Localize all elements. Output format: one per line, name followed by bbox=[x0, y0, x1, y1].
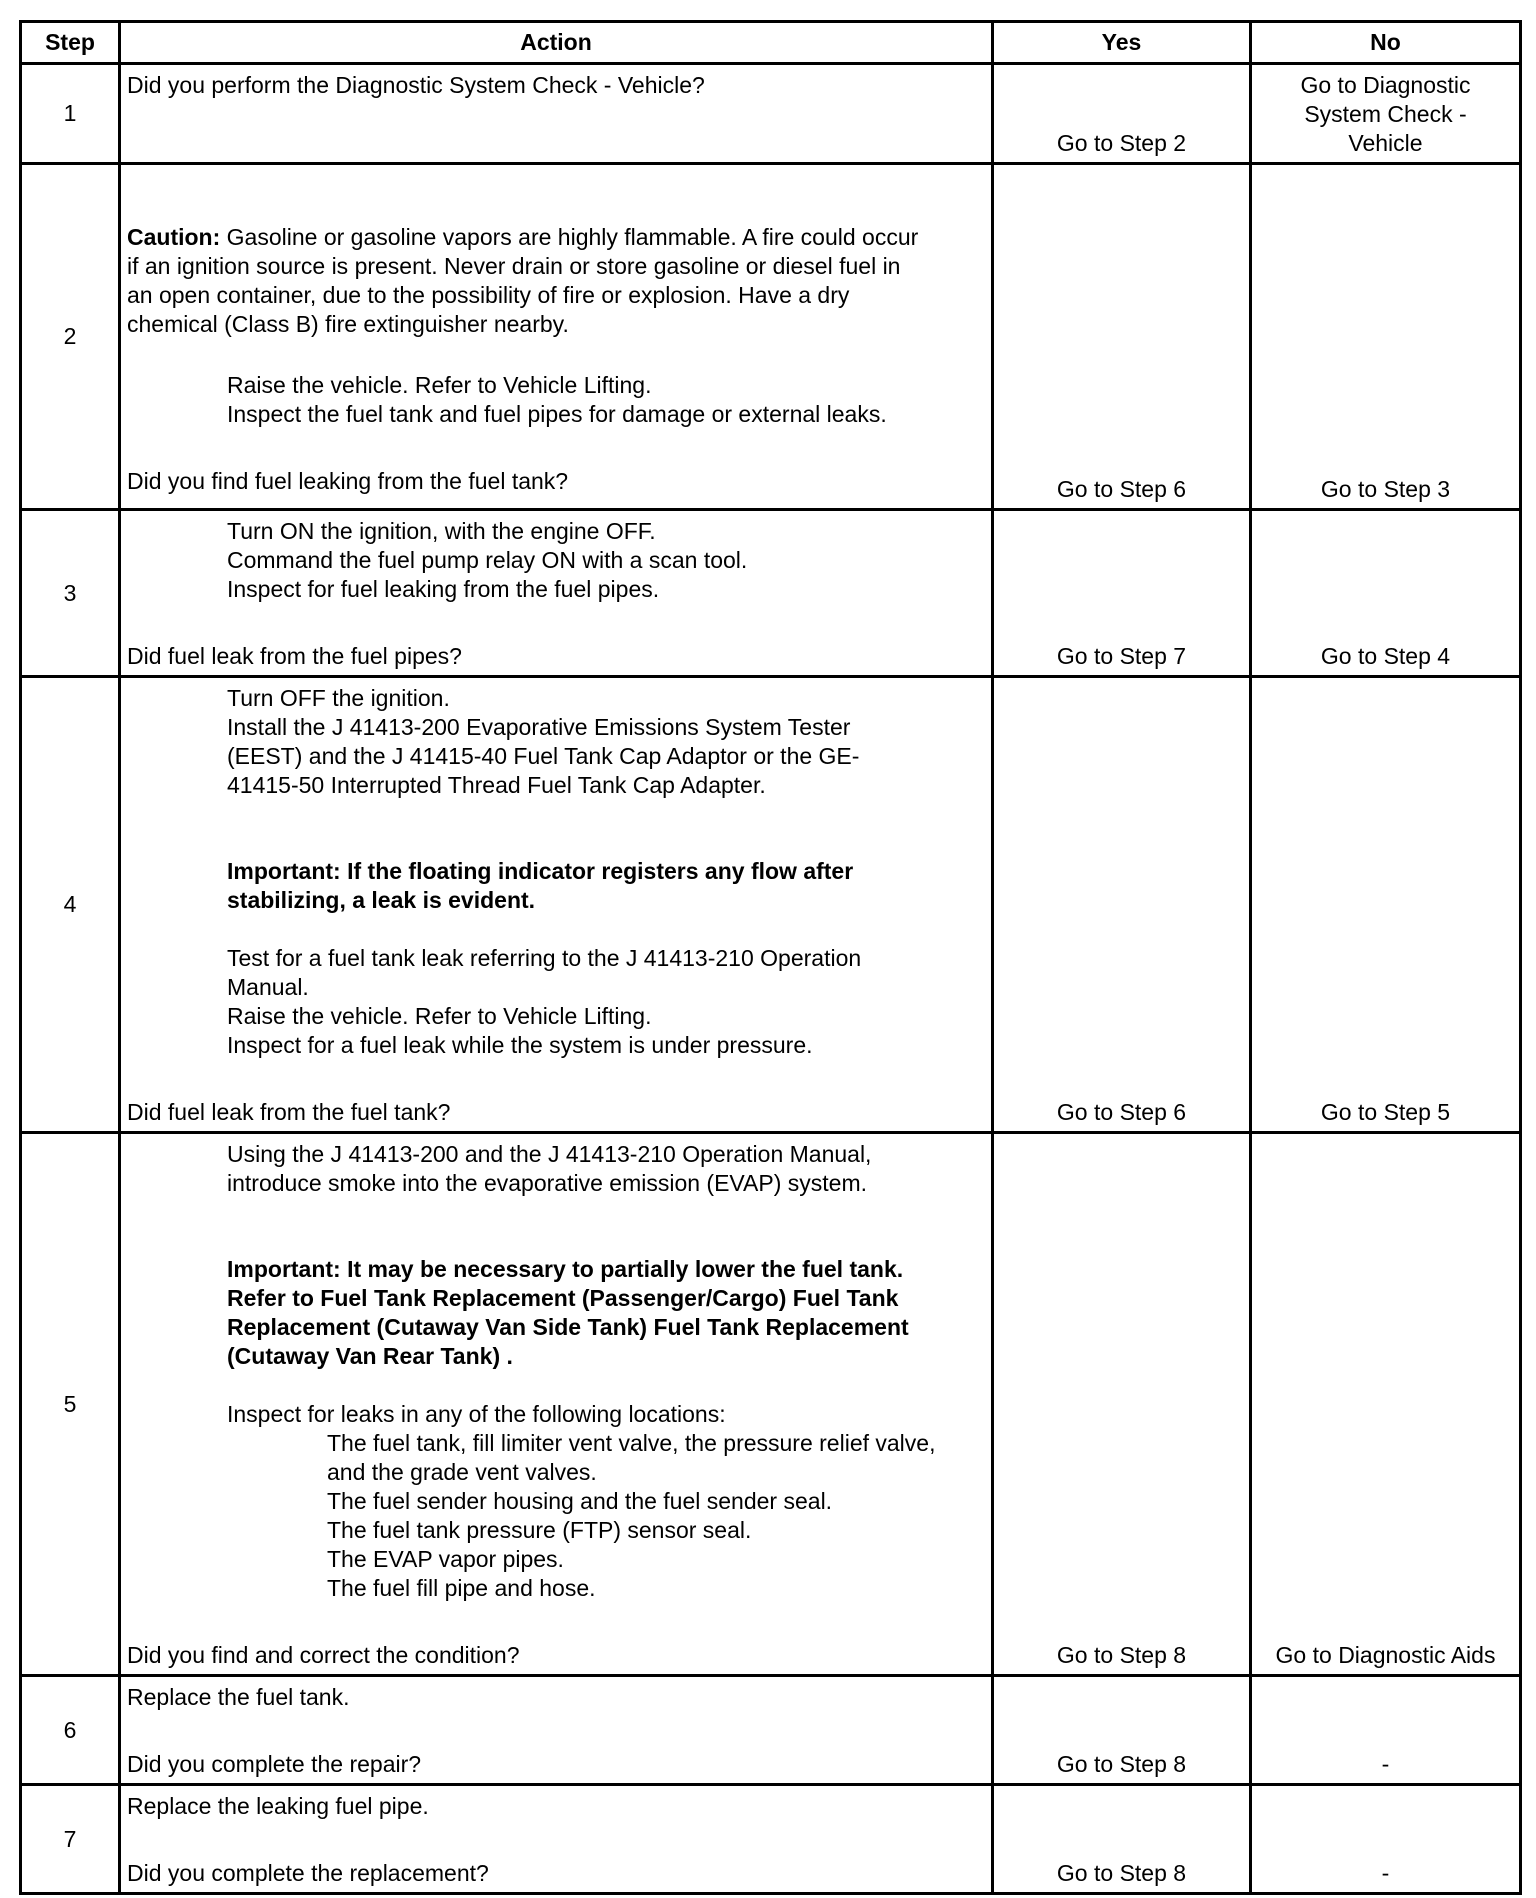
yes-cell: Go to Step 8 bbox=[993, 1676, 1251, 1785]
action-question: Did you complete the repair? bbox=[127, 1751, 422, 1777]
header-no: No bbox=[1251, 22, 1521, 64]
table-row bbox=[21, 64, 1521, 164]
table-row bbox=[21, 510, 1521, 677]
procedure-step: Inspect for leaks in any of the following locations: bbox=[227, 1401, 726, 1427]
action-cell bbox=[120, 64, 993, 164]
procedure-step: Replace the leaking fuel pipe. bbox=[127, 1793, 429, 1819]
action-cell: Caution: Gasoline or gasoline vapors are highly flammable. A fire could occur if an ignition source is present. Never drain or store gasoline or diesel fuel in an open container, due to the possibility of fire or explosion. Have a dry chemical (Class B) fire extinguisher nearby. Raise the vehicle. Refer to Vehicle Lifting. Inspect the fuel tank and fuel pipes for damage or external leaks. Did you find fuel leaking from the fuel tank? bbox=[120, 164, 993, 510]
procedure-step: Turn ON the ignition, with the engine OFF. bbox=[227, 518, 656, 544]
table-row bbox=[21, 1133, 1521, 1676]
header-step: Step bbox=[21, 22, 120, 64]
procedure-step: Test for a fuel tank leak referring to the J 41413-210 Operation bbox=[227, 945, 862, 971]
yes-cell: Go to Step 7 bbox=[993, 510, 1251, 677]
yes-cell: Go to Step 6 bbox=[993, 677, 1251, 1133]
procedure-step: Using the J 41413-200 and the J 41413-210 Operation Manual, bbox=[227, 1141, 872, 1167]
table-row bbox=[21, 1785, 1521, 1894]
step-number: 2 bbox=[21, 164, 120, 510]
important-note: Important: If the floating indicator registers any flow after bbox=[227, 858, 854, 884]
location-item: The EVAP vapor pipes. bbox=[327, 1546, 564, 1572]
caution-text: Caution: Gasoline or gasoline vapors are highly flammable. A fire could occur bbox=[127, 224, 919, 250]
procedure-step: Raise the vehicle. Refer to Vehicle Lifting. bbox=[227, 1003, 652, 1029]
location-item: The fuel tank pressure (FTP) sensor seal. bbox=[327, 1517, 752, 1543]
action-cell bbox=[120, 510, 993, 677]
no-cell: Go to Diagnostic Aids bbox=[1251, 1133, 1521, 1676]
no-cell: - bbox=[1251, 1785, 1521, 1894]
no-cell: Go to Step 5 bbox=[1251, 677, 1521, 1133]
step-number: 1 bbox=[21, 64, 120, 164]
no-cell: Go to Diagnostic System Check - Vehicle bbox=[1251, 64, 1521, 164]
procedure-step: Turn OFF the ignition. bbox=[227, 685, 450, 711]
action-cell bbox=[120, 1676, 993, 1785]
procedure-step: Inspect the fuel tank and fuel pipes for damage or external leaks. bbox=[227, 401, 887, 427]
location-item: The fuel sender housing and the fuel sender seal. bbox=[327, 1488, 833, 1514]
table-row bbox=[21, 164, 1521, 510]
action-cell bbox=[120, 1785, 993, 1894]
diagnostic-table bbox=[19, 20, 1522, 1895]
location-item: The fuel fill pipe and hose. bbox=[327, 1575, 596, 1601]
action-question: Did you complete the replacement? bbox=[127, 1860, 489, 1886]
header-action: Action bbox=[120, 22, 993, 64]
action-question: Did you find and correct the condition? bbox=[127, 1642, 520, 1668]
action-cell: Turn OFF the ignition. Install the J 41413-200 Evaporative Emissions System Tester (EEST) and the J 41415-40 Fuel Tank Cap Adaptor or the GE- 41415-50 Interrupted Thread Fuel Tank Cap Adapter. Important: If the floating indicator registers any flow after stabilizing, a leak is evident. Test for a fuel tank leak referring to the J 41413-210 Operation Manual. Raise the vehicle. Refer to Vehicle Lifting. Inspect for a fuel leak while the system is under pressure. Did fuel leak from the fuel tank? bbox=[120, 677, 993, 1133]
step-number: 7 bbox=[21, 1785, 120, 1894]
action-question: Did you find fuel leaking from the fuel tank? bbox=[127, 468, 569, 494]
procedure-step: Replace the fuel tank. bbox=[127, 1684, 350, 1710]
yes-cell: Go to Step 8 bbox=[993, 1133, 1251, 1676]
no-cell: Go to Step 3 bbox=[1251, 164, 1521, 510]
procedure-step: Raise the vehicle. Refer to Vehicle Lifting. bbox=[227, 372, 652, 398]
action-cell: Using the J 41413-200 and the J 41413-210 Operation Manual, introduce smoke into the evaporative emission (EVAP) system. Important: It may be necessary to partially lower the fuel tank. Refer to Fuel Tank Replacement (Passenger/Cargo) Fuel Tank Replacement (Cutaway Van Side Tank) Fuel Tank Replacement (Cutaway Van Rear Tank) . Inspect for leaks in any of the following locations: The fuel tank, fill limiter vent valve, the pressure relief valve, and the grade vent valves. The fuel sender housing and the fuel sender seal. The fuel tank pressure (FTP) sensor seal. The EVAP vapor pipes. The fuel fill pipe and hose. Did you find and correct the condition? bbox=[120, 1133, 993, 1676]
yes-cell: Go to Step 8 bbox=[993, 1785, 1251, 1894]
action-question: Did fuel leak from the fuel tank? bbox=[127, 1099, 451, 1125]
no-cell: Go to Step 4 bbox=[1251, 510, 1521, 677]
procedure-step: Inspect for a fuel leak while the system is under pressure. bbox=[227, 1032, 813, 1058]
step-number: 3 bbox=[21, 510, 120, 677]
header-yes: Yes bbox=[993, 22, 1251, 64]
yes-cell: Go to Step 2 bbox=[993, 64, 1251, 164]
location-item: The fuel tank, fill limiter vent valve, the pressure relief valve, bbox=[327, 1430, 936, 1456]
step-number: 6 bbox=[21, 1676, 120, 1785]
action-question: Did fuel leak from the fuel pipes? bbox=[127, 643, 462, 669]
important-note: Important: It may be necessary to partially lower the fuel tank. bbox=[227, 1256, 904, 1282]
yes-cell: Go to Step 6 bbox=[993, 164, 1251, 510]
procedure-step: Install the J 41413-200 Evaporative Emissions System Tester bbox=[227, 714, 851, 740]
procedure-step: Command the fuel pump relay ON with a scan tool. bbox=[227, 547, 748, 573]
no-cell: - bbox=[1251, 1676, 1521, 1785]
table-row bbox=[21, 1676, 1521, 1785]
procedure-step: Inspect for fuel leaking from the fuel pipes. bbox=[227, 576, 660, 602]
action-question: Did you perform the Diagnostic System Check - Vehicle? bbox=[127, 72, 705, 98]
header-row bbox=[21, 22, 1521, 64]
table-row bbox=[21, 677, 1521, 1133]
step-number: 5 bbox=[21, 1133, 120, 1676]
step-number: 4 bbox=[21, 677, 120, 1133]
